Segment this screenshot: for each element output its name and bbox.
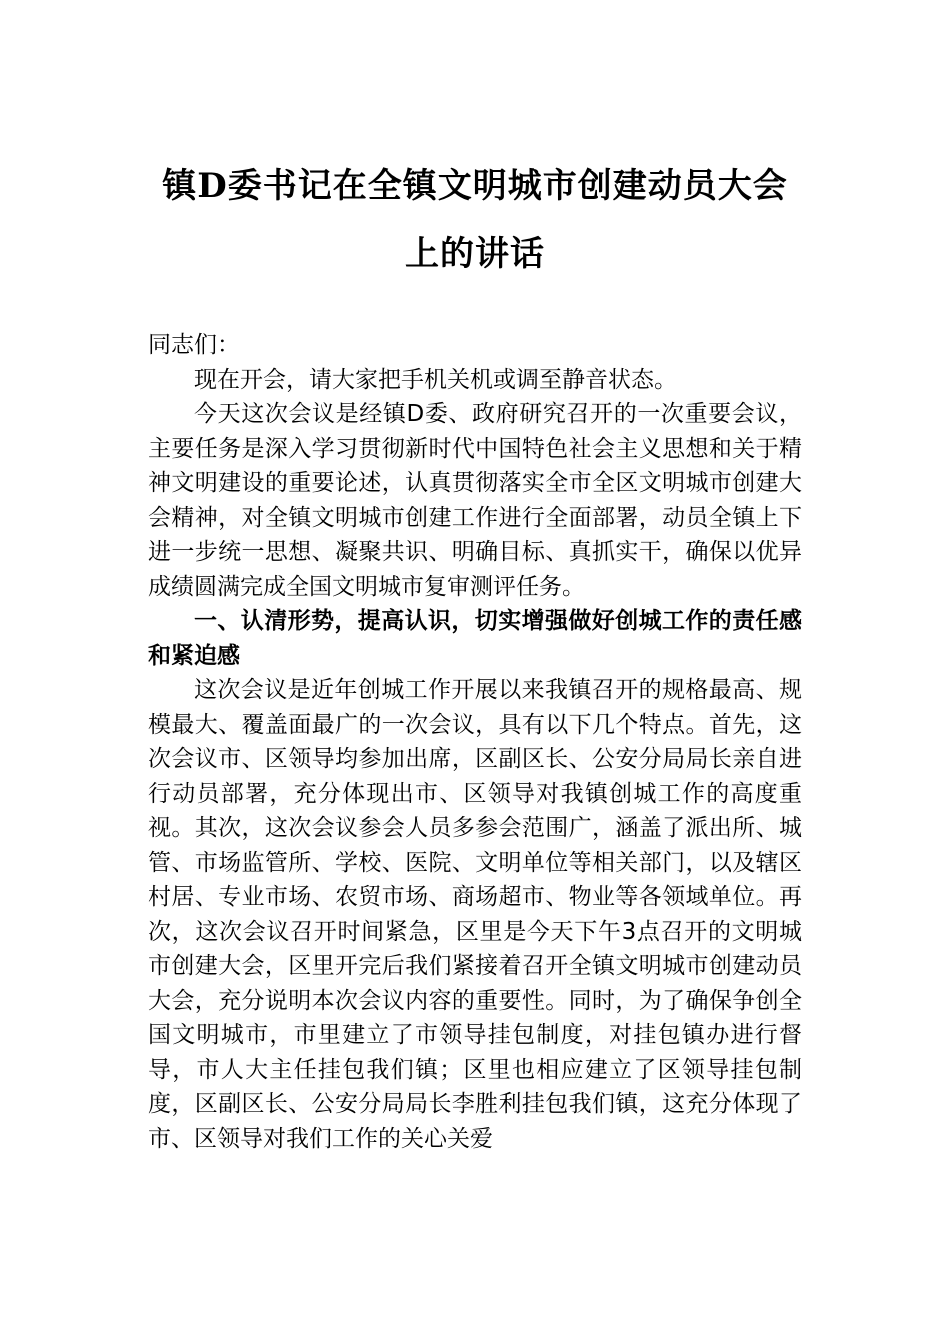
document-title-line-2: 上的讲话: [405, 234, 545, 274]
document-body: [148, 328, 802, 1156]
body-paragraph: 现在开会，请大家把手机关机或调至静音状态。: [194, 366, 677, 393]
document-title-line-1: 镇D委书记在全镇文明城市创建动员大会: [162, 166, 788, 206]
body-paragraph: 今天这次会议是经镇D委、政府研究召开的一次重要会议，主要任务是深入学习贯彻新时代中国特色社会主义思想和关于精神文明建设的重要论述，认真贯彻落实全市全区文明城市创建大会精神，对全镇文明城市创建工作进行全面部署，动员全镇上下进一步统一思想、凝聚共识、明确目标、真抓实干，确保以优异成绩圆满完成全国文明城市复审测评任务。: [148, 401, 802, 600]
section-heading: 一、认清形势，提高认识，切实增强做好创城工作的责任感和紧迫感: [148, 608, 802, 669]
salutation: 同志们：: [148, 332, 240, 358]
body-paragraph: 这次会议是近年创城工作开展以来我镇召开的规格最高、规模最大、覆盖面最广的一次会议，具有以下几个特点。首先，这次会议市、区领导均参加出席，区副区长、公安分局局长亲自进行动员部署，充分体现出市、区领导对我镇创城工作的高度重视。其次，这次会议参会人员多参会范围广，涵盖了派出所、城管、市场监管所、学校、医院、文明单位等相关部门，以及辖区村居、专业市场、农贸市场、商场超市、物业等各领域单位。再次，这次会议召开时间紧急，区里是今天下午3点召开的文明城市创建大会，区里开完后我们紧接着召开全镇文明城市创建动员大会，充分说明本次会议内容的重要性。同时，为了确保争创全国文明城市，市里建立了市领导挂包制度，对挂包镇办进行督导，市人大主任挂包我们镇；区里也相应建立了区领导挂包制度，区副区长、公安分局局长李胜利挂包我们镇，这充分体现了市、区领导对我们工作的关心关爱: [148, 677, 802, 1152]
